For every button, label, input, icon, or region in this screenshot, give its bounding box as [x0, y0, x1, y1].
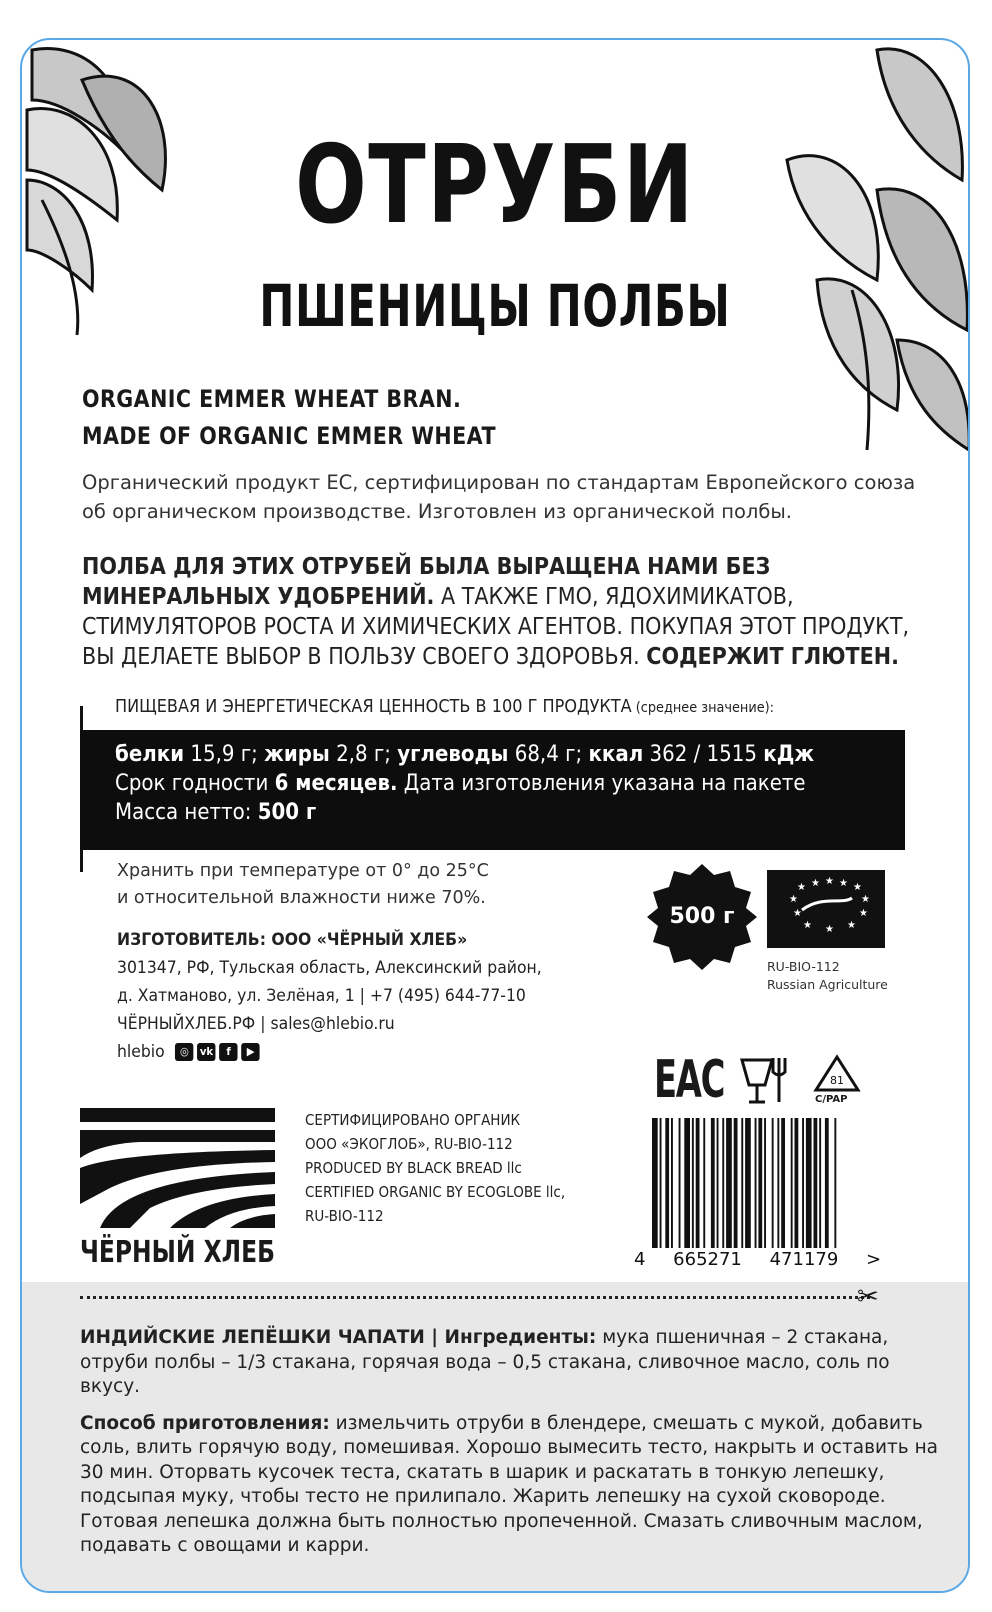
- recycle-icon: [812, 1054, 862, 1096]
- storage-conditions: [117, 858, 489, 912]
- manufacturer-address2: д. Хатманово, ул. Зелёная, 1 | +7 (495) 644-77-10: [117, 986, 526, 1006]
- black-bread-logo-icon: [80, 1108, 275, 1248]
- cert-line2: ООО «ЭКОГЛОБ», RU-BIO-112: [305, 1135, 513, 1153]
- product-title: ОТРУБИ: [295, 123, 695, 248]
- fats-value: 2,8 г;: [329, 742, 398, 767]
- svg-text:★: ★: [793, 908, 802, 919]
- shelf-life-prefix: Срок годности: [115, 771, 275, 796]
- fats-label: жиры: [264, 742, 330, 767]
- recipe-ingredients: [80, 1326, 940, 1400]
- barcode-digits: 4 665271 471179 >: [634, 1249, 882, 1270]
- net-mass-prefix: Масса нетто:: [115, 800, 258, 825]
- eu-cert-text: [767, 958, 888, 994]
- kcal-value: 362 / 1515: [643, 742, 764, 767]
- product-label: [20, 38, 970, 1593]
- svg-text:★: ★: [797, 882, 806, 893]
- net-mass-value: 500 г: [257, 800, 317, 825]
- svg-text:★: ★: [789, 894, 798, 905]
- cert-line4: CERTIFIED ORGANIC BY ECOGLOBE llc,: [305, 1183, 566, 1201]
- weight-badge-text: 500 г: [669, 904, 735, 929]
- wheat-illustration-right: [757, 40, 970, 460]
- svg-text:★: ★: [839, 878, 848, 889]
- proteins-value: 15,9 г;: [184, 742, 265, 767]
- manufacturer-info: [117, 926, 542, 1066]
- english-name-line1: ORGANIC EMMER WHEAT BRAN.: [82, 385, 462, 413]
- manufacturer-name: ИЗГОТОВИТЕЛЬ: ООО «ЧЁРНЫЙ ХЛЕБ»: [117, 930, 468, 950]
- storage-line2: и относительной влажности ниже 70%.: [117, 888, 486, 908]
- carbs-value: 68,4 г;: [508, 742, 589, 767]
- product-subtitle: ПШЕНИЦЫ ПОЛБЫ: [259, 272, 731, 340]
- manufacturer-web-email: ЧЁРНЫЙХЛЕБ.РФ | sales@hlebio.ru: [117, 1014, 395, 1034]
- social-row: [117, 1038, 542, 1066]
- nutrition-header: [115, 697, 774, 717]
- product-claim: [82, 552, 933, 672]
- vk-icon: vk: [197, 1043, 215, 1061]
- svg-text:★: ★: [825, 924, 834, 935]
- english-name-line2: MADE OF ORGANIC EMMER WHEAT: [82, 422, 496, 450]
- nutrition-header-text: ПИЩЕВАЯ И ЭНЕРГЕТИЧЕСКАЯ ЦЕННОСТЬ В 100 Г ПРОДУКТА: [115, 697, 632, 717]
- svg-text:★: ★: [825, 876, 834, 887]
- organic-description: Органический продукт ЕС, сертифицирован по стандартам Европейского союза об органическом производстве. Изготовлен из органической полбы.: [82, 471, 916, 523]
- svg-text:★: ★: [859, 908, 868, 919]
- cert-line1: СЕРТИФИЦИРОВАНО ОРГАНИК: [305, 1111, 521, 1129]
- svg-text:81: 81: [830, 1074, 844, 1087]
- scissors-icon: ✂: [857, 1282, 879, 1312]
- nutrition-values: [115, 740, 826, 769]
- cert-line5: RU-BIO-112: [305, 1207, 384, 1225]
- svg-text:★: ★: [861, 894, 870, 905]
- storage-line1: Хранить при температуре от 0° до 25°C: [117, 861, 489, 881]
- social-handle: hlebio: [117, 1042, 165, 1062]
- eu-cert-label: Russian Agriculture: [767, 977, 888, 992]
- svg-text:★: ★: [803, 920, 812, 931]
- kcal-label: ккал: [588, 742, 644, 767]
- svg-text:★: ★: [847, 920, 856, 931]
- cert-line3: PRODUCED BY BLACK BREAD llc: [305, 1159, 522, 1177]
- carbs-label: углеводы: [397, 742, 509, 767]
- recipe-ingredients-text: мука пшеничная – 2 стакана, отруби полбы – 1/3 стакана, горячая вода – 0,5 стакана, сливочное масло, соль по вкусу.: [80, 1327, 890, 1397]
- facebook-icon: f: [219, 1043, 237, 1061]
- barcode-icon: [650, 1118, 882, 1248]
- recipe-method: [80, 1412, 940, 1559]
- proteins-label: белки: [115, 742, 185, 767]
- eu-cert-code: RU-BIO-112: [767, 959, 840, 974]
- recipe-method-text: измельчить отруби в блендере, смешать с мукой, добавить соль, влить горячую воду, помешивая. Хорошо вымесить тесто, накрыть и оставить на 30 мин. Оторвать кусочек теста, скатать в шарик и раскатать в тонкую лепешку, подсыпая муку, чтобы тесто не прилипало. Жарить лепешку на сухой сковороде. Готовая лепешка должна быть полностью пропеченной. Смазать сливочным маслом, подавать с овощами и карри.: [80, 1412, 939, 1556]
- youtube-icon: ▶: [241, 1043, 259, 1061]
- recipe-title: ИНДИЙСКИЕ ЛЕПЁШКИ ЧАПАТИ | Ингредиенты:: [80, 1327, 597, 1348]
- recycle-code: C/PAP: [815, 1094, 848, 1105]
- instagram-icon: ◎: [175, 1043, 193, 1061]
- claim-gluten-warning: СОДЕРЖИТ ГЛЮТЕН.: [646, 644, 899, 670]
- shelf-life-value: 6 месяцев.: [274, 771, 398, 796]
- certification-info: [305, 1108, 565, 1228]
- manufacturer-address1: 301347, РФ, Тульская область, Алексинский район,: [117, 958, 542, 978]
- eu-organic-leaf-icon: [767, 870, 885, 948]
- brand-name: ЧЁРНЫЙ ХЛЕБ: [80, 1235, 275, 1270]
- cut-line: [80, 1296, 870, 1299]
- svg-text:★: ★: [853, 882, 862, 893]
- claim-bold-part1: ПОЛБА ДЛЯ ЭТИХ ОТРУБЕЙ БЫЛА ВЫРАЩЕНА НАМИ БЕЗ МИНЕРАЛЬНЫХ УДОБРЕНИЙ.: [82, 554, 771, 610]
- eac-mark: ЕАС: [654, 1050, 725, 1110]
- svg-text:★: ★: [811, 878, 820, 889]
- claim-normal-part: А ТАКЖЕ ГМО, ЯДОХИМИКАТОВ, СТИМУЛЯТОРОВ РОСТА И ХИМИЧЕСКИХ АГЕНТОВ. ПОКУПАЯ ЭТОТ ПРОДУКТ, ВЫ ДЕЛАЕТЕ ВЫБОР В ПОЛЬЗУ СВОЕГО ЗДОРОВЬЯ.: [82, 584, 910, 670]
- shelf-life: [115, 769, 826, 798]
- shelf-life-suffix: Дата изготовления указана на пакете: [397, 771, 806, 796]
- nutrition-header-note: (среднее значение):: [631, 700, 775, 716]
- nutrition-box: [80, 730, 905, 850]
- kj-label: кДж: [763, 742, 815, 767]
- recipe-text: [80, 1326, 940, 1571]
- recipe-method-title: Способ приготовления:: [80, 1412, 330, 1434]
- net-mass: [115, 798, 826, 827]
